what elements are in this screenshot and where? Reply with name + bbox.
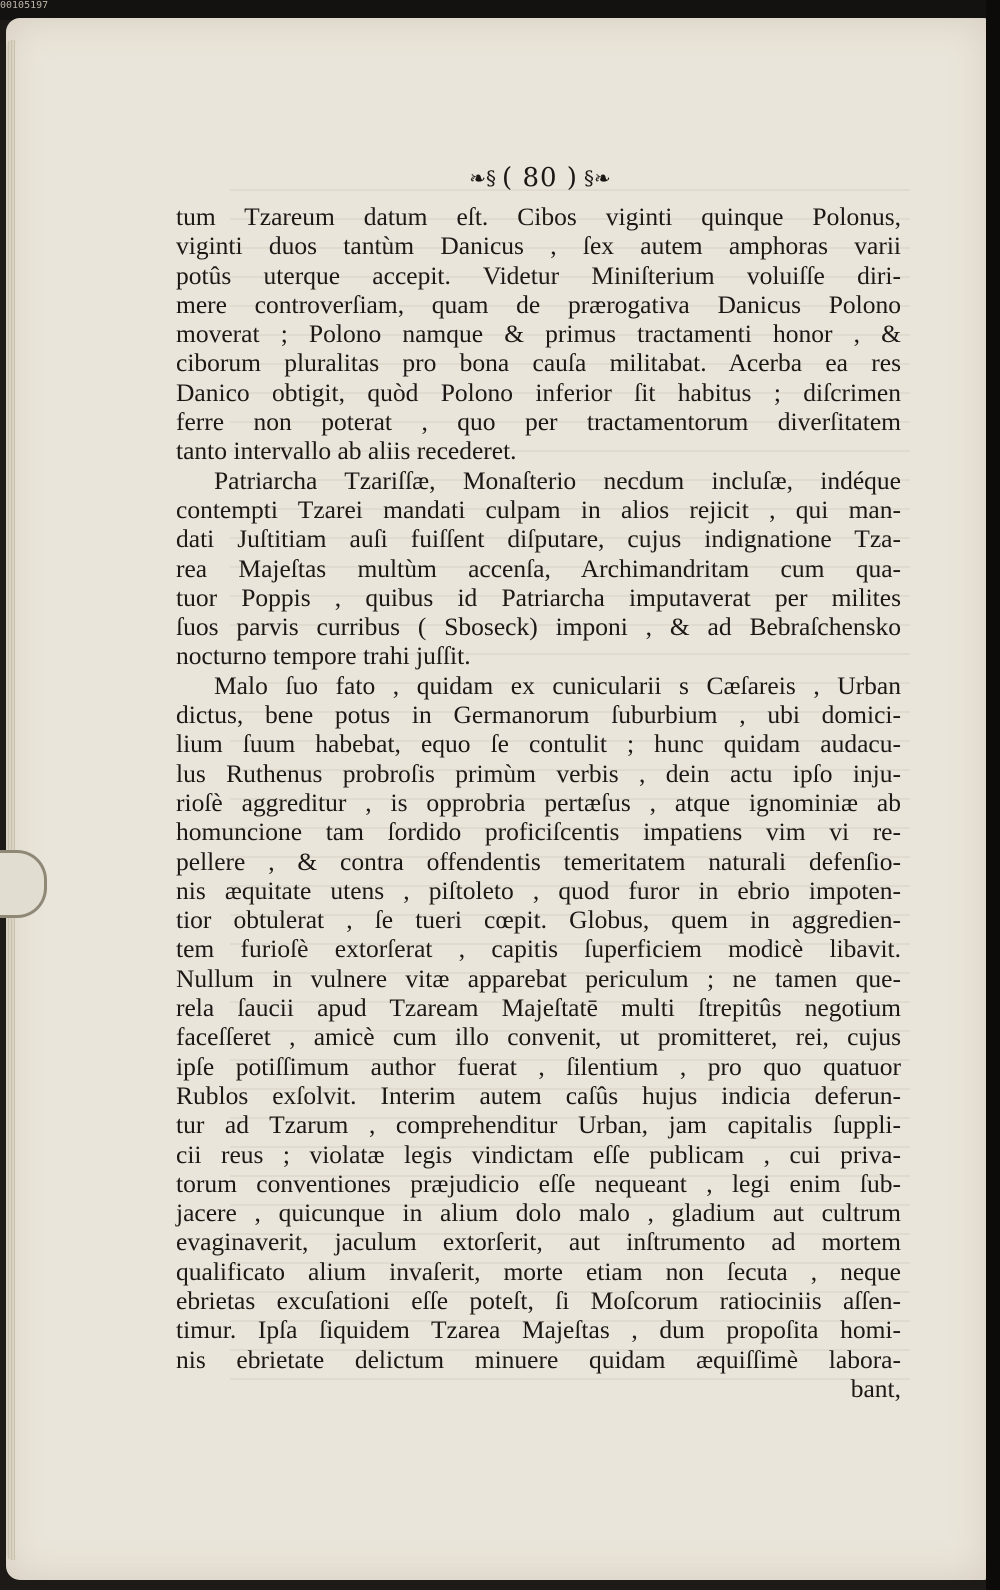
text-line: mere controverſiam, quam de prærogativa Danicus Polono [176,289,901,319]
text-line: ſuos parvis curribus ( Sboseck) imponi , & ad Bebraſchensko [176,612,901,642]
text-line: nis æquitate utens , piſtoleto , quod furor in ebrio impoten- [176,875,901,905]
text-line: torum conventiones præjudicio eſſe nequeant , legi enim ſub- [176,1168,901,1198]
text-line: faceſſeret , amicè cum illo convenit, ut promitteret, rei, cujus [176,1022,901,1052]
page-number-header [445,160,635,196]
archive-id-label: 00105197 [0,0,49,11]
text-line: dictus, bene potus in Germanorum ſuburbium , ubi domici- [176,700,901,730]
page-number: ( 80 ) [502,163,578,193]
text-line: timur. Ipſa ſiquidem Tzarea Majeſtas , dum propoſita homi- [176,1315,901,1345]
text-line: rela ſaucii apud Tzaream Majeſtatē multi ſtrepitûs negotium [176,993,901,1023]
text-line: ciborum pluralitas pro bona cauſa militabat. Acerba ea res [176,348,901,378]
body-text [176,202,901,1403]
text-line: Malo ſuo fato , quidam ex cunicularii s Cæſareis , Urban [214,670,901,700]
text-line: evaginaverit, jaculum extorſerit, aut inſtrumento ad mortem [176,1227,901,1257]
text-line: rioſè aggreditur , is opprobria pertæſus , atque ignominiæ ab [176,787,901,817]
text-line: nocturno tempore trahi juſſit. [176,641,471,671]
text-line: jacere , quicunque in alium dolo malo , gladium aut cultrum [176,1198,901,1228]
text-line: tior obtulerat , ſe tueri cœpit. Globus, quem in aggredien- [176,905,901,935]
text-line: qualificato alium invaſerit, morte etiam non ſecuta , neque [176,1256,901,1286]
ornament-right-icon: §❧ [583,166,611,190]
text-line: lus Ruthenus probroſis primùm verbis , dein actu ipſo inju- [176,758,901,788]
text-line: potûs uterque accepit. Videtur Miniſterium voluiſſe diri- [176,260,901,290]
ornament-left-icon: ❧§ [469,166,497,190]
text-line: pellere , & contra offendentis temeritatem naturali defenſio- [176,846,901,876]
text-line: bant, [850,1373,901,1403]
text-line: Nullum in vulnere vitæ apparebat periculum ; ne tamen que- [176,963,901,993]
text-line: Danico obtigit, quòd Polono inferior ſit habitus ; diſcrimen [176,377,901,407]
text-line: homuncione tam ſordido proficiſcentis impatiens vim vi re- [176,817,901,847]
text-line: nis ebrietate delictum minuere quidam æquiſſimè labora- [176,1344,901,1374]
scan-border [986,0,1000,1590]
text-line: tuor Poppis , quibus id Patriarcha imputaverat per milites [176,582,901,612]
text-line: lium ſuum habebat, equo ſe contulit ; hunc quidam audacu- [176,729,901,759]
text-line: contempti Tzarei mandati culpam in alios rejicit , qui man- [176,494,901,524]
text-line: ebrietas excuſationi eſſe poteſt, ſi Moſcorum ratiociniis aſſen- [176,1285,901,1315]
page-edge-stack [6,40,15,1560]
top-strip [0,0,1000,20]
text-line: moverat ; Polono namque & primus tractamenti honor , & [176,319,901,349]
text-line: Rublos exſolvit. Interim autem caſûs hujus indicia deferun- [176,1080,901,1110]
text-line: tem furioſè extorſerat , capitis ſuperficiem modicè libavit. [176,934,901,964]
text-line: ferre non poterat , quo per tractamentorum diverſitatem [176,407,901,437]
text-line: cii reus ; violatæ legis vindictam eſſe publicam , cui priva- [176,1139,901,1169]
text-line: tanto intervallo ab aliis recederet. [176,436,517,466]
text-line: Patriarcha Tzariſſæ, Monaſterio necdum incluſæ, indéque [214,465,901,495]
text-line: tur ad Tzarum , comprehenditur Urban, jam capitalis ſuppli- [176,1110,901,1140]
text-line: viginti duos tantùm Danicus , ſex autem amphoras varii [176,231,901,261]
text-line: ipſe potiſſimum author fuerat , ſilentium , pro quo quatuor [176,1051,901,1081]
text-line: rea Majeſtas multùm accenſa, Archimandritam cum qua- [176,553,901,583]
text-line: dati Juſtitiam auſi fuiſſent diſputare, cujus indignatione Tza- [176,524,901,554]
text-line: tum Tzareum datum eſt. Cibos viginti quinque Polonus, [176,202,901,231]
